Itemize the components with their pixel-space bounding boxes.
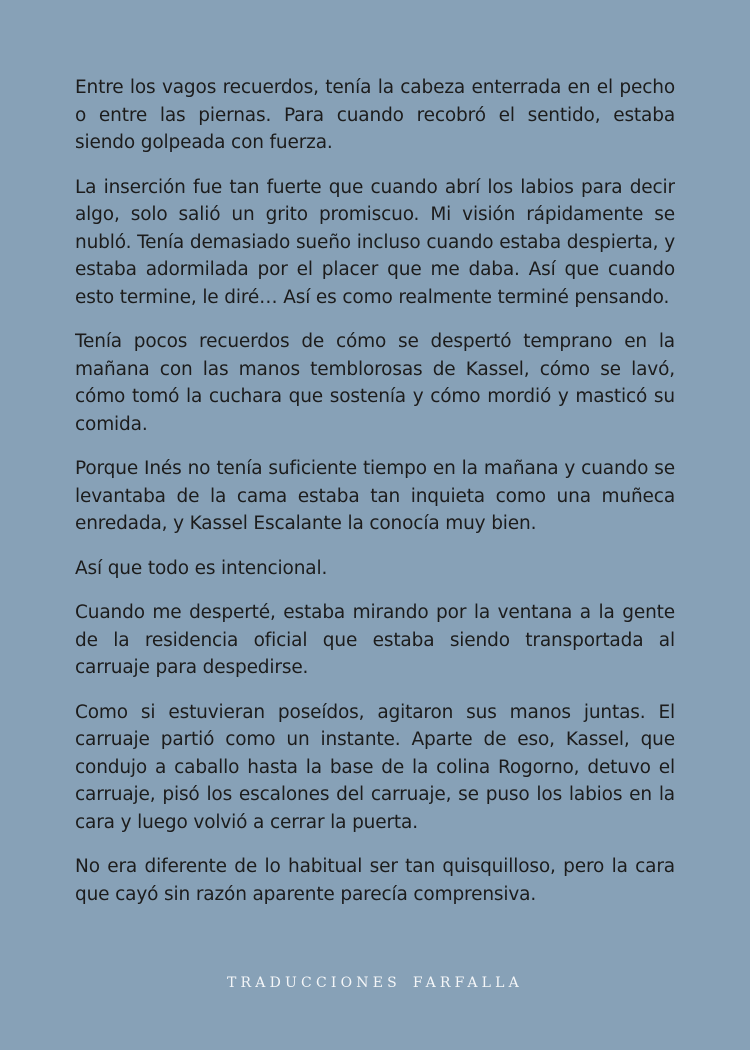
paragraph-5: Así que todo es intencional. [75,557,328,579]
footer-word-2: FARFALLA [412,975,523,991]
paragraph-1: Entre los vagos recuerdos, tenía la cabeza enterrada en el pecho o entre las piernas. Para cuando recobró el sentido, estaba siendo golpeada con fuerza. [75,77,675,153]
paragraph-7: Como si estuvieran poseídos, agitaron sus manos juntas. El carruaje partió como un instante. Aparte de eso, Kassel, que condujo a caballo hasta la base de la colina Rogorno, detuvo el carruaje, pisó los escalones del carruaje, se puso los labios en la cara y luego volvió a cerrar la puerta. [75,701,675,833]
paragraph-4: Porque Inés no tenía suficiente tiempo en la mañana y cuando se levantaba de la cama estaba tan inquieta como una muñeca enredada, y Kassel Escalante la conocía muy bien. [75,458,675,534]
page-body [75,74,675,972]
paragraph-2: La inserción fue tan fuerte que cuando abrí los labios para decir algo, solo salió un grito promiscuo. Mi visión rápidamente se nubló. Tenía demasiado sueño incluso cuando estaba despierta, y estaba adormilada por el placer que me daba. Así que cuando esto termine, le diré… Así es como realmente terminé pensando. [75,176,675,308]
footer-word-1: TRADUCCIONES [227,975,401,991]
paragraph-6: Cuando me desperté, estaba mirando por la ventana a la gente de la residencia oficial que estaba siendo transportada al carruaje para despedirse. [75,602,675,678]
paragraph-3: Tenía pocos recuerdos de cómo se despertó temprano en la mañana con las manos temblorosas de Kassel, cómo se lavó, cómo tomó la cuchara que sostenía y cómo mordió y masticó su comida. [75,331,675,435]
paragraph-8: No era diferente de lo habitual ser tan quisquilloso, pero la cara que cayó sin razón aparente parecía comprensiva. [75,856,675,905]
page-footer [0,975,750,991]
